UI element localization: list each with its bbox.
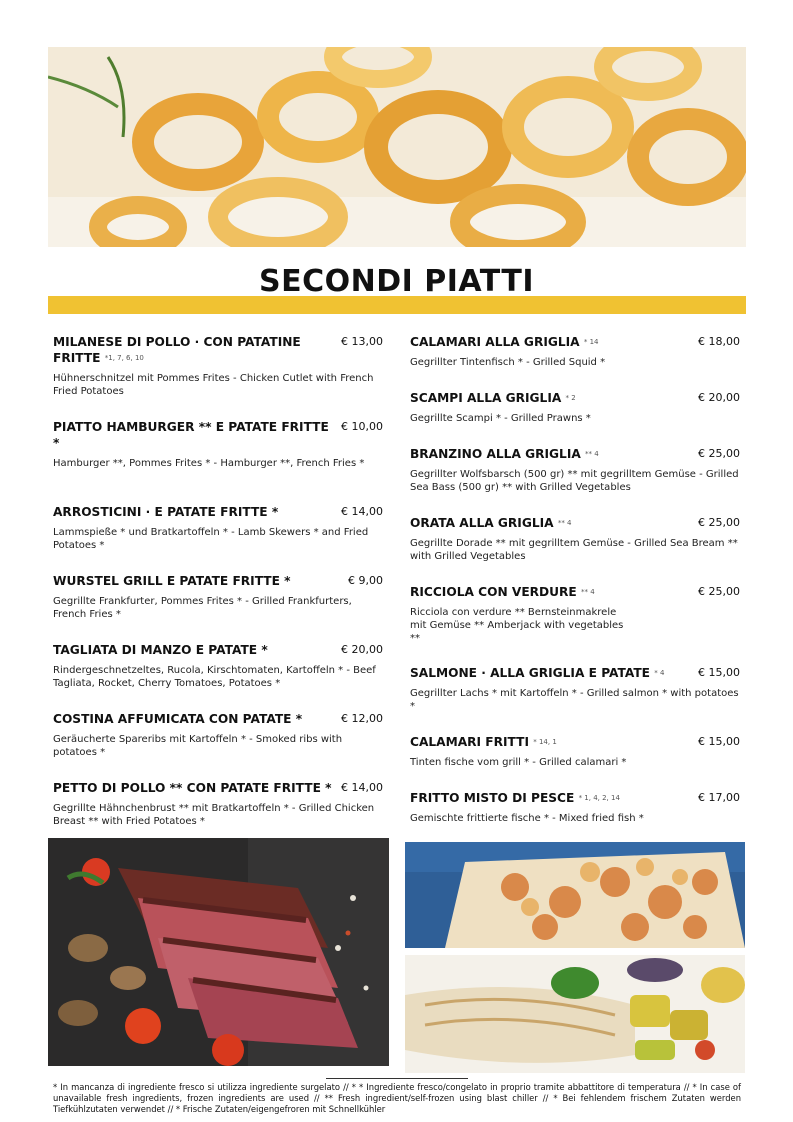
item-price: € 25,00 bbox=[698, 447, 740, 460]
item-allergens: ** 4 bbox=[581, 588, 595, 596]
item-name: PIATTO HAMBURGER ** E PATATE FRITTE * bbox=[53, 420, 329, 450]
steak-photo bbox=[48, 838, 389, 1066]
menu-item bbox=[53, 419, 383, 504]
item-name: ORATA ALLA GRIGLIA bbox=[410, 516, 554, 530]
menu-item bbox=[53, 780, 383, 830]
item-price: € 12,00 bbox=[341, 712, 383, 725]
fried-seafood-photo bbox=[405, 842, 745, 948]
item-description: Ricciola con verdure ** Bernsteinmakrele mit Gemüse ** Amberjack with vegetables ** bbox=[410, 607, 624, 644]
item-price: € 14,00 bbox=[341, 781, 383, 794]
item-description: Lammspieße * und Bratkartoffeln * - Lamb Skewers * and Fried Potatoes * bbox=[53, 527, 369, 551]
item-price: € 18,00 bbox=[698, 335, 740, 348]
item-description: Gemischte frittierte fische * - Mixed fried fish * bbox=[410, 813, 644, 824]
item-name: PETTO DI POLLO ** CON PATATE FRITTE * bbox=[53, 781, 332, 795]
grilled-fish-photo bbox=[405, 955, 745, 1073]
item-description: Tinten fische vom grill * - Grilled calamari * bbox=[410, 757, 627, 768]
menu-item bbox=[410, 334, 740, 390]
item-name: SCAMPI ALLA GRIGLIA bbox=[410, 391, 562, 405]
item-price: € 15,00 bbox=[698, 666, 740, 679]
item-name: ARROSTICINI · E PATATE FRITTE * bbox=[53, 505, 279, 519]
hero-calamari-photo bbox=[48, 47, 746, 247]
item-name: FRITTO MISTO DI PESCE bbox=[410, 791, 575, 805]
menu-item bbox=[410, 734, 740, 790]
menu-column-right bbox=[410, 334, 740, 830]
item-description: Gegrillter Wolfsbarsch (500 gr) ** mit gegrilltem Gemüse - Grilled Sea Bass (500 gr) ** with Grilled Vegetables bbox=[410, 469, 739, 493]
item-price: € 13,00 bbox=[341, 335, 383, 348]
item-name: COSTINA AFFUMICATA CON PATATE * bbox=[53, 712, 303, 726]
item-name: WURSTEL GRILL E PATATE FRITTE * bbox=[53, 574, 291, 588]
item-price: € 20,00 bbox=[341, 643, 383, 656]
item-name: BRANZINO ALLA GRIGLIA bbox=[410, 447, 581, 461]
item-description: Rindergeschnetzeltes, Rucola, Kirschtomaten, Kartoffeln * - Beef Tagliata, Rocket, Cherry Tomatoes, Potatoes * bbox=[53, 665, 376, 689]
item-allergens: * 14 bbox=[583, 338, 599, 346]
item-description: Gegrillte Dorade ** mit gegrilltem Gemüse - Grilled Sea Bream ** with Grilled Vegetables bbox=[410, 538, 738, 562]
item-price: € 9,00 bbox=[348, 574, 383, 587]
item-price: € 25,00 bbox=[698, 516, 740, 529]
menu-item bbox=[53, 573, 383, 642]
item-description: Gegrillter Tintenfisch * - Grilled Squid * bbox=[410, 357, 606, 368]
menu-item bbox=[410, 515, 740, 584]
item-name: RICCIOLA CON VERDURE bbox=[410, 585, 577, 599]
menu-item bbox=[410, 446, 740, 515]
item-name: MILANESE DI POLLO · CON PATATINE FRITTE bbox=[53, 335, 301, 365]
item-price: € 25,00 bbox=[698, 585, 740, 598]
item-description: Hühnerschnitzel mit Pommes Frites - Chicken Cutlet with French Fried Potatoes bbox=[53, 373, 374, 397]
menu-item bbox=[410, 665, 740, 734]
item-name: TAGLIATA DI MANZO E PATATE * bbox=[53, 643, 268, 657]
item-price: € 14,00 bbox=[341, 505, 383, 518]
menu-item bbox=[53, 504, 383, 573]
item-allergens: ** 4 bbox=[557, 519, 572, 527]
item-description: Gegrillter Lachs * mit Kartoffeln * - Grilled salmon * with potatoes * bbox=[410, 688, 739, 712]
page-title: SECONDI PIATTI bbox=[258, 264, 535, 299]
item-description: Geräucherte Spareribs mit Kartoffeln * - Smoked ribs with potatoes * bbox=[53, 734, 343, 758]
menu-item bbox=[53, 711, 383, 780]
item-allergens: * 4 bbox=[654, 669, 665, 677]
menu-item bbox=[410, 390, 740, 446]
item-name: CALAMARI FRITTI bbox=[410, 735, 529, 749]
item-description: Gegrillte Frankfurter, Pommes Frites * - Grilled Frankfurters, French Fries * bbox=[53, 596, 352, 620]
item-name: SALMONE · ALLA GRIGLIA E PATATE bbox=[410, 666, 651, 680]
menu-item bbox=[410, 584, 740, 665]
item-description: Gegrillte Scampi * - Grilled Prawns * bbox=[410, 413, 591, 424]
item-allergens: * 2 bbox=[565, 394, 576, 402]
item-name: CALAMARI ALLA GRIGLIA bbox=[410, 335, 580, 349]
item-allergens: *1, 7, 6, 10 bbox=[104, 354, 144, 362]
item-price: € 17,00 bbox=[698, 791, 740, 804]
item-allergens: * 1, 4, 2, 14 bbox=[578, 794, 620, 802]
item-price: € 10,00 bbox=[341, 420, 383, 433]
item-allergens: ** 4 bbox=[585, 450, 599, 458]
menu-column-left bbox=[53, 334, 383, 830]
item-allergens: * 14, 1 bbox=[533, 738, 557, 746]
footnote: * In mancanza di ingrediente fresco si utilizza ingrediente surgelato // * * Ingrediente fresco/congelato in proprio tramite abbattitore di temperatura // * In case of unavailable fresh ingredients, frozen ingredients are used // ** Fresh ingredient/self-frozen using blast chiller // * Bei fehlendem frischem Zutaten werden Tiefkühlzutaten verwendet // * Frische Zutaten/eigengefroren mit Schnellkühler bbox=[53, 1082, 741, 1114]
item-description: Gegrillte Hähnchenbrust ** mit Bratkartoffeln * - Grilled Chicken Breast ** with Fried Potatoes * bbox=[53, 803, 375, 827]
menu-item bbox=[53, 334, 383, 403]
item-price: € 15,00 bbox=[698, 735, 740, 748]
menu-item bbox=[53, 642, 383, 711]
item-description: Hamburger **, Pommes Frites * - Hamburger **, French Fries * bbox=[53, 458, 365, 469]
footnote-divider bbox=[326, 1078, 468, 1079]
item-price: € 20,00 bbox=[698, 391, 740, 404]
menu-item bbox=[410, 790, 740, 830]
